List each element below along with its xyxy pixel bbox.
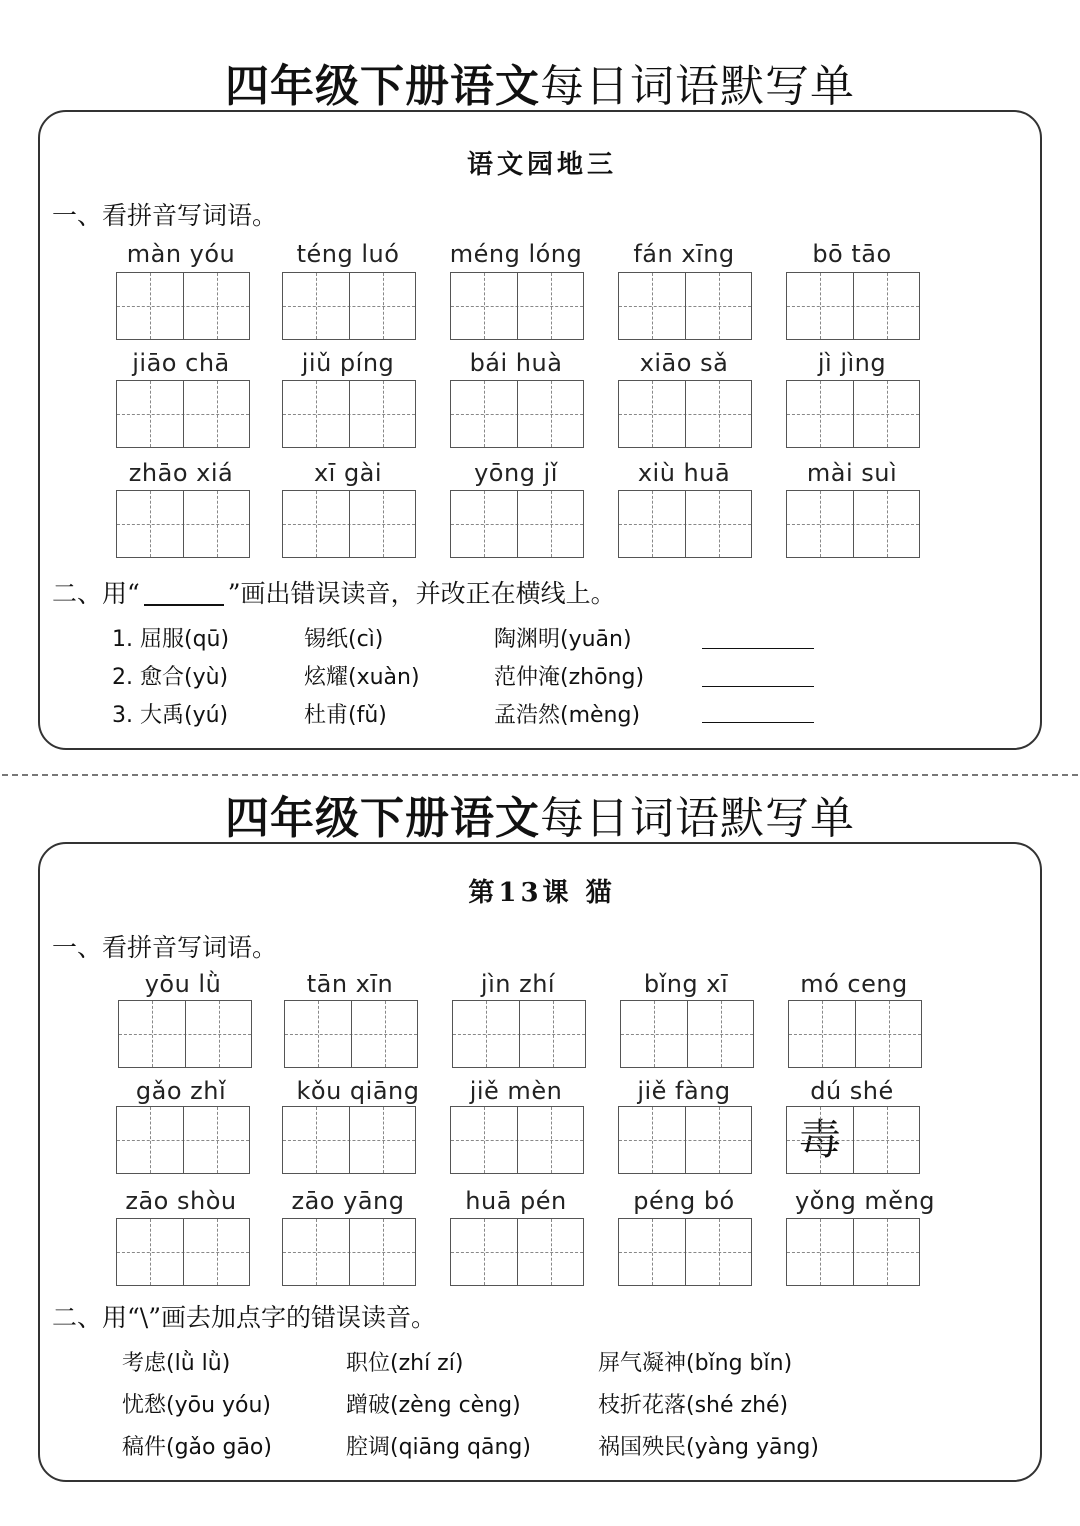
top-item: 锡纸(cì) <box>304 627 384 652</box>
cut-line-divider <box>2 774 1078 776</box>
top-item: 1. 屈服(qū) <box>112 627 230 652</box>
top-pinyin: màn yóu <box>126 240 236 268</box>
bottom-writing-grid[interactable] <box>788 1000 922 1068</box>
top-writing-grid[interactable] <box>618 272 752 340</box>
top-section2-post: ”画出错误读音，并改正在横线上。 <box>227 579 616 608</box>
top-item: 杜甫(fǔ) <box>304 703 387 728</box>
bottom-writing-grid[interactable] <box>118 1000 252 1068</box>
top-writing-grid[interactable] <box>618 380 752 448</box>
bottom-item: 枝折花落(shé zhé) <box>598 1393 789 1418</box>
bottom-item: 祸国殃民(yàng yāng) <box>598 1435 819 1460</box>
bottom-writing-grid[interactable] <box>618 1106 752 1174</box>
bottom-writing-grid[interactable] <box>116 1106 250 1174</box>
bottom-pinyin: jiě fàng <box>637 1077 731 1105</box>
underline-sample <box>144 604 224 606</box>
bottom-pinyin: dú shé <box>810 1077 894 1105</box>
top-pinyin: zhāo xiá <box>128 459 234 487</box>
top-item: 炫耀(xuàn) <box>304 665 420 690</box>
bottom-pinyin: mó ceng <box>800 970 908 998</box>
bottom-pinyin: jìn zhí <box>480 970 556 998</box>
bottom-item: 稿件(gǎo gāo) <box>122 1435 272 1460</box>
bottom-sheet-title <box>0 782 1080 846</box>
top-panel-title: 语文园地三 <box>466 150 617 180</box>
bottom-item: 职位(zhí zí) <box>346 1351 464 1376</box>
top-writing-grid[interactable] <box>282 490 416 558</box>
bottom-writing-grid[interactable] <box>450 1218 584 1286</box>
top-answer-line[interactable] <box>702 648 814 649</box>
bottom-title-rest: 每日词语默写单 <box>540 793 855 844</box>
bottom-title-bold: 四年级下册语文 <box>225 793 540 844</box>
top-pinyin: yōng jǐ <box>474 459 558 487</box>
top-item: 3. 大禹(yú) <box>112 703 229 728</box>
top-pinyin: jì jìng <box>817 349 887 377</box>
top-item: 范仲淹(zhōng) <box>494 665 645 690</box>
bottom-item: 考虑(lǜ lǜ) <box>122 1351 231 1376</box>
bottom-pinyin: huā pén <box>465 1187 567 1215</box>
bottom-writing-grid[interactable] <box>116 1218 250 1286</box>
top-item: 2. 愈合(yù) <box>112 665 229 690</box>
bottom-writing-grid[interactable] <box>282 1106 416 1174</box>
bottom-writing-grid[interactable] <box>786 1218 920 1286</box>
bottom-section2-heading: 二、用“\”画去加点字的错误读音。 <box>52 1303 436 1332</box>
top-answer-line[interactable] <box>702 686 814 687</box>
filled-example-char: 毒 <box>798 1115 841 1164</box>
top-pinyin: téng luó <box>296 240 400 268</box>
bottom-writing-grid[interactable] <box>284 1000 418 1068</box>
top-pinyin: jiǔ píng <box>301 349 395 377</box>
bottom-item: 蹭破(zèng cèng) <box>346 1393 521 1418</box>
top-item: 孟浩然(mèng) <box>494 703 641 728</box>
bottom-writing-grid[interactable] <box>282 1218 416 1286</box>
bottom-writing-grid[interactable] <box>450 1106 584 1174</box>
top-answer-line[interactable] <box>702 722 814 723</box>
top-pinyin: méng lóng <box>449 240 583 268</box>
top-pinyin: xī gài <box>313 459 383 487</box>
top-writing-grid[interactable] <box>116 490 250 558</box>
bottom-pinyin: gǎo zhǐ <box>135 1077 227 1105</box>
top-pinyin: xiāo sǎ <box>639 349 729 377</box>
bottom-pinyin: jiě mèn <box>469 1077 563 1105</box>
top-writing-grid[interactable] <box>450 380 584 448</box>
bottom-writing-grid[interactable] <box>618 1218 752 1286</box>
top-section2-pre: 二、用“ <box>52 579 140 608</box>
top-writing-grid[interactable] <box>282 380 416 448</box>
top-pinyin: bái huà <box>469 349 563 377</box>
top-title-rest: 每日词语默写单 <box>540 61 855 112</box>
top-pinyin: mài suì <box>806 459 898 487</box>
top-writing-grid[interactable] <box>116 380 250 448</box>
top-writing-grid[interactable] <box>618 490 752 558</box>
bottom-writing-grid[interactable] <box>620 1000 754 1068</box>
top-writing-grid[interactable] <box>786 380 920 448</box>
top-title-bold: 四年级下册语文 <box>225 61 540 112</box>
top-writing-grid[interactable] <box>116 272 250 340</box>
bottom-item: 腔调(qiāng qāng) <box>346 1435 531 1460</box>
bottom-pinyin: péng bó <box>633 1187 735 1215</box>
bottom-item: 屏气凝神(bǐng bǐn) <box>598 1351 793 1376</box>
bottom-writing-grid[interactable] <box>452 1000 586 1068</box>
top-pinyin: jiāo chā <box>132 349 230 377</box>
bottom-pinyin: tān xīn <box>306 970 394 998</box>
top-section2-heading <box>52 574 616 610</box>
bottom-pinyin: yǒng měng <box>794 1187 936 1215</box>
top-pinyin: fán xīng <box>633 240 735 268</box>
bottom-pinyin: bǐng xī <box>643 970 729 998</box>
bottom-writing-grid[interactable] <box>786 1106 920 1174</box>
top-panel <box>38 110 1042 750</box>
bottom-pinyin: kǒu qiāng <box>296 1077 420 1105</box>
top-pinyin: xiù huā <box>637 459 731 487</box>
bottom-pinyin: zāo yāng <box>291 1187 405 1215</box>
top-pinyin: bō tāo <box>812 240 892 268</box>
bottom-item: 忧愁(yōu yóu) <box>122 1393 272 1418</box>
top-sheet-title <box>0 50 1080 114</box>
top-writing-grid[interactable] <box>786 490 920 558</box>
bottom-section1-heading: 一、看拼音写词语。 <box>52 933 278 962</box>
top-writing-grid[interactable] <box>282 272 416 340</box>
top-writing-grid[interactable] <box>450 272 584 340</box>
top-item: 陶渊明(yuān) <box>494 627 632 652</box>
top-writing-grid[interactable] <box>450 490 584 558</box>
top-section1-heading: 一、看拼音写词语。 <box>52 201 278 230</box>
bottom-panel <box>38 842 1042 1482</box>
bottom-pinyin: yōu lǜ <box>144 970 222 998</box>
bottom-pinyin: zāo shòu <box>125 1187 237 1215</box>
top-writing-grid[interactable] <box>786 272 920 340</box>
bottom-panel-title: 第13课 猫 <box>468 878 616 908</box>
